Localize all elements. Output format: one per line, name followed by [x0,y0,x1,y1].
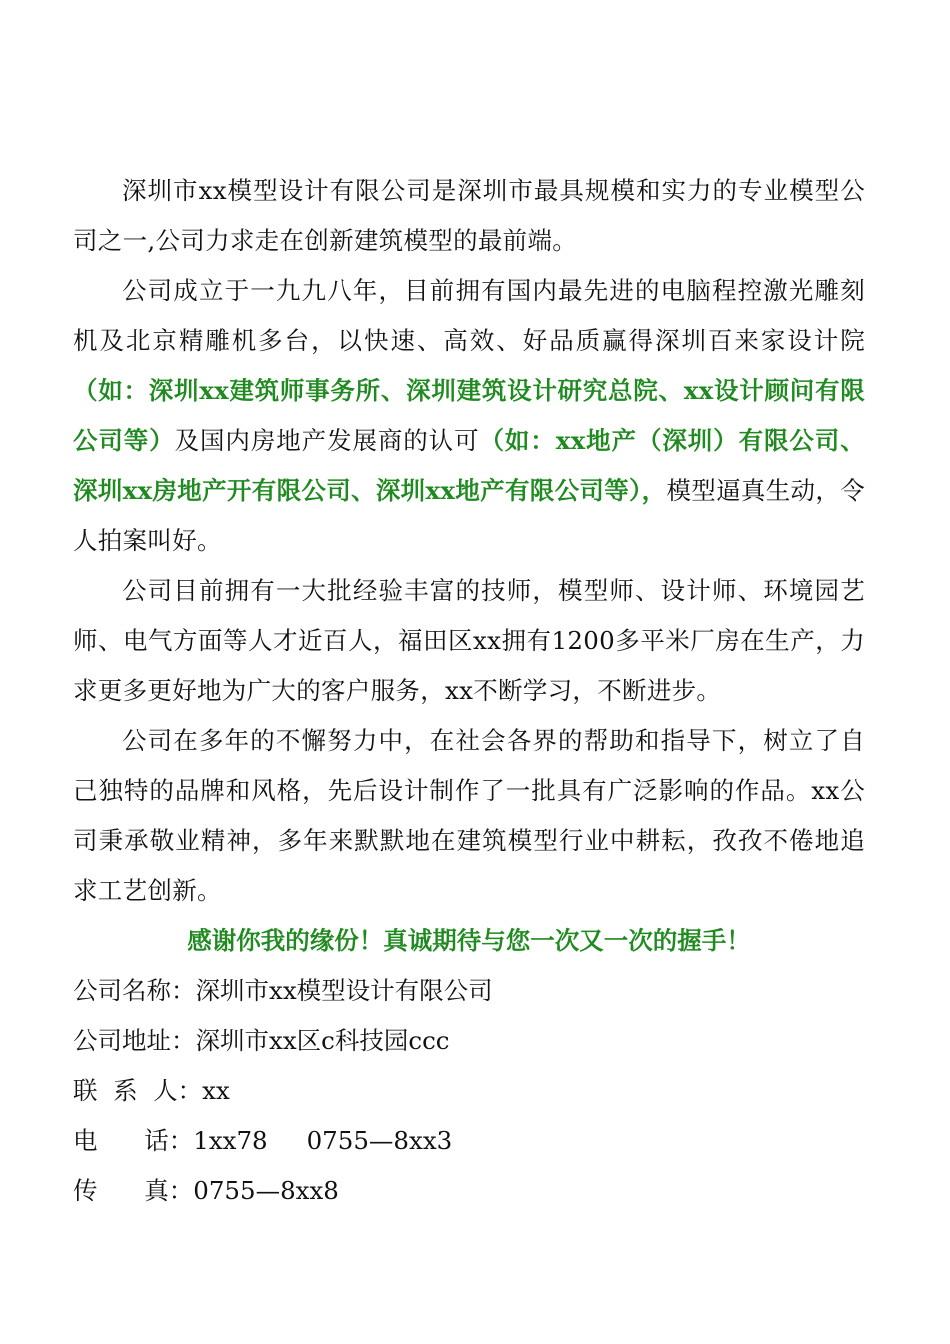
design-institutes-highlight: （如：深圳xx建筑师事务所、深圳建筑设计研究总院、xx设计顾问有限公司等） [73,376,865,455]
phone-line: 电 话：1xx78 0755—8xx3 [73,1126,453,1155]
intro-paragraph: 深圳市xx模型设计有限公司是深圳市最具规模和实力的专业模型公司之一,公司力求走在创新建筑模型的最前端。 [73,176,865,255]
developers-highlight: （如：xx地产（深圳）有限公司、深圳xx房地产开有限公司、深圳xx地产有限公司等）， [73,426,865,505]
history-paragraph [73,266,865,566]
history-text-1: 公司成立于一九九八年，目前拥有国内最先进的电脑程控激光雕刻机及北京精雕机多台，以快速、高效、好品质赢得深圳百来家设计院 [73,276,865,355]
history-text-3: 模型逼真生动，令人拍案叫好。 [73,476,865,555]
document-page [73,166,865,1216]
company-name-line: 公司名称：深圳市xx模型设计有限公司 [73,976,493,1005]
brand-paragraph: 公司在多年的不懈努力中，在社会各界的帮助和指导下，树立了自己独特的品牌和风格，先后设计制作了一批具有广泛影响的作品。xx公司秉承敬业精神，多年来默默地在建筑模型行业中耕耘，孜孜不倦地追求工艺创新。 [73,726,865,905]
contact-person-line: 联 系 人：xx [73,1076,230,1105]
company-address-line: 公司地址：深圳市xx区c科技园ccc [73,1026,450,1055]
thanks-line: 感谢你我的缘份！真诚期待与您一次又一次的握手！ [187,926,751,955]
team-paragraph: 公司目前拥有一大批经验丰富的技师，模型师、设计师、环境园艺师、电气方面等人才近百人，福田区xx拥有1200多平米厂房在生产，力求更多更好地为广大的客户服务，xx不断学习，不断进步。 [73,576,865,705]
fax-line: 传 真：0755—8xx8 [73,1176,339,1205]
history-text-2: 及国内房地产发展商的认可 [174,426,480,455]
